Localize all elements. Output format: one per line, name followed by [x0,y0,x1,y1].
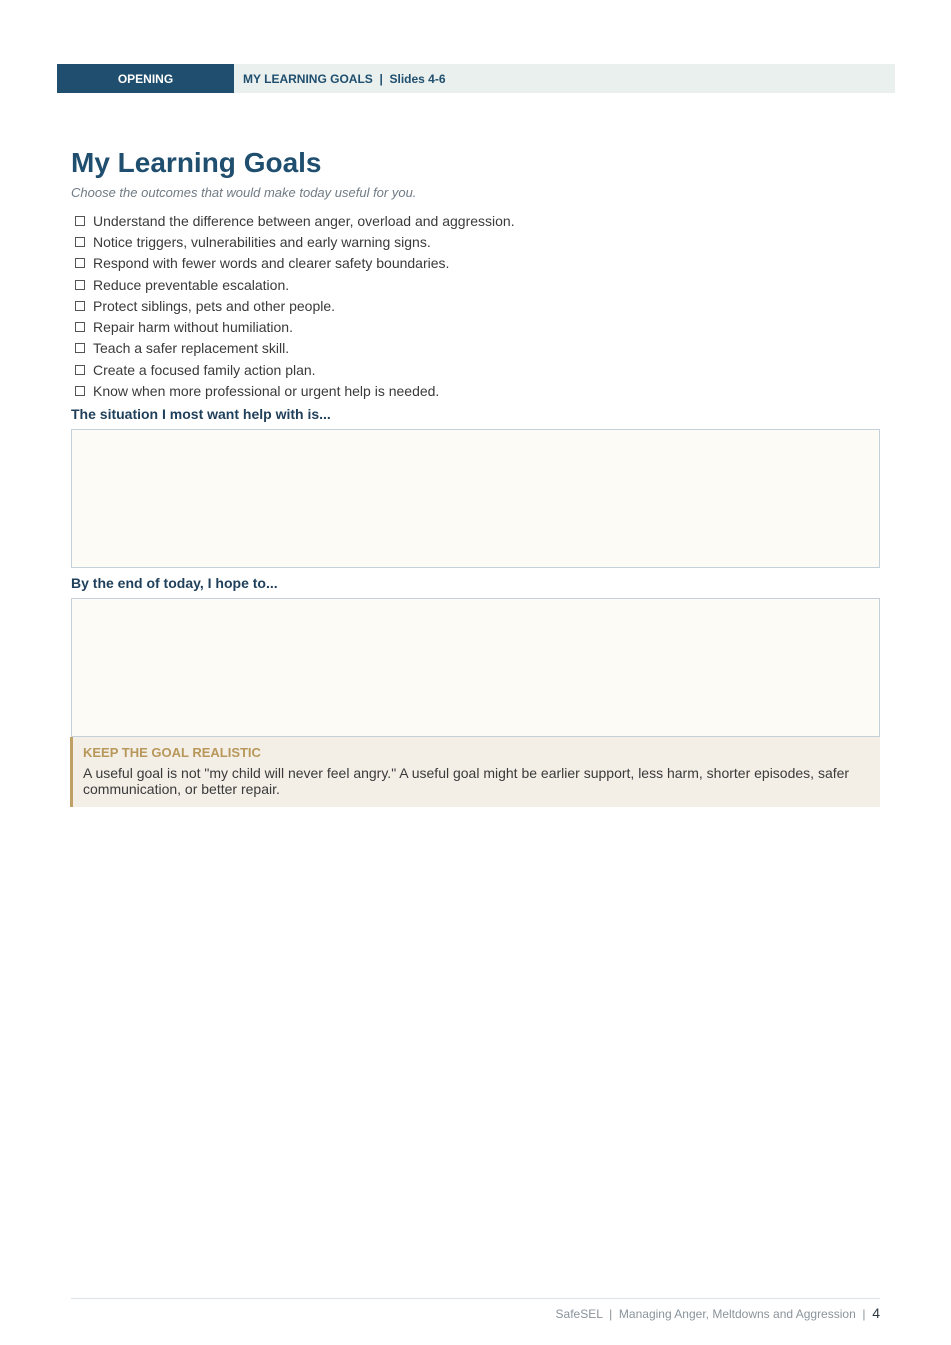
goal-item [74,253,515,274]
goal-item [74,316,515,337]
goal-checkbox[interactable] [75,301,85,311]
goal-item [74,295,515,316]
goal-label: Understand the difference between anger, overload and aggression. [93,212,515,229]
goal-item [74,210,515,231]
goal-checkbox[interactable] [75,322,85,332]
goal-label: Reduce preventable escalation. [93,276,290,293]
footer-divider [71,1298,880,1299]
goal-checkbox[interactable] [75,280,85,290]
goal-checkbox[interactable] [75,216,85,226]
goal-item [74,338,515,359]
goal-label: Respond with fewer words and clearer safety boundaries. [93,255,450,272]
header-bar [57,64,895,93]
callout-text: A useful goal is not "my child will never feel angry." A useful goal might be earlier support, less harm, shorter episodes, safer communication, or better repair. [83,765,850,797]
realistic-goal-callout [70,737,880,807]
hope-input[interactable] [71,598,880,737]
goal-checkbox[interactable] [75,386,85,396]
goal-label: Repair harm without humiliation. [93,319,293,336]
callout-title: KEEP THE GOAL REALISTIC [83,745,261,760]
goal-label: Notice triggers, vulnerabilities and early warning signs. [93,233,431,250]
goal-item [74,380,515,401]
situation-input[interactable] [71,429,880,568]
page-subtitle: Choose the outcomes that would make today useful for you. [71,185,417,200]
goal-label: Protect siblings, pets and other people. [93,297,336,314]
goal-item [74,359,515,380]
goal-checkbox[interactable] [75,237,85,247]
page-number: 4 [872,1305,880,1321]
goal-label: Create a focused family action plan. [93,361,316,378]
page-footer [556,1305,880,1321]
goal-label: Teach a safer replacement skill. [93,340,290,357]
header-title: MY LEARNING GOALS | Slides 4-6 [243,71,446,86]
goal-item [74,231,515,252]
section-tab: OPENING [57,64,234,93]
goal-checklist [74,210,515,402]
goal-checkbox[interactable] [75,365,85,375]
situation-prompt-label: The situation I most want help with is... [71,406,331,422]
hope-prompt-label: By the end of today, I hope to... [71,575,278,591]
footer-text: SafeSEL | Managing Anger, Meltdowns and Aggression | [555,1307,873,1321]
goal-checkbox[interactable] [75,258,85,268]
goal-item [74,274,515,295]
goal-label: Know when more professional or urgent help is needed. [93,383,440,400]
page-title: My Learning Goals [71,147,322,178]
goal-checkbox[interactable] [75,343,85,353]
